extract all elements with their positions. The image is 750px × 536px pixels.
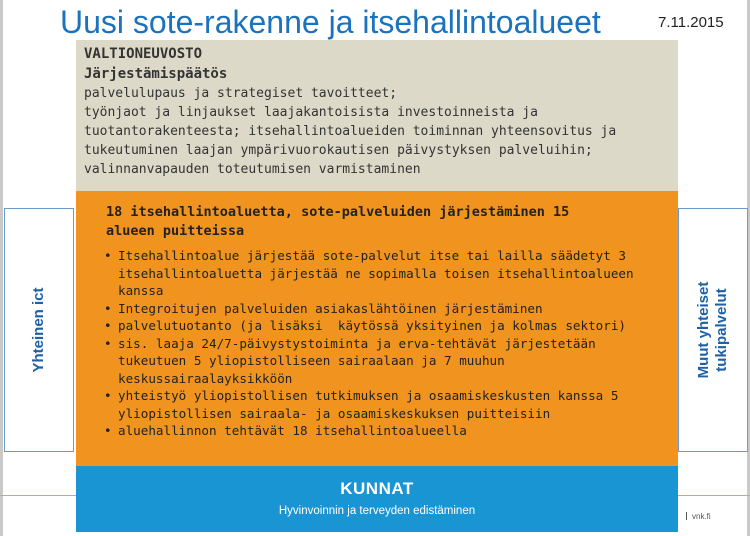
regions-heading [106, 203, 658, 241]
bullet-line: • yhteistyö yliopistollisen tutkimuksen ja osaamiskeskusten kanssa 5 [118, 388, 619, 403]
government-line: valinnanvapauden toteutumisen varmistaminen [84, 162, 421, 177]
bullet-line: itsehallintoaluetta järjestää ne sopimalla toisen itsehallintoalueen [118, 265, 634, 281]
list-item [104, 247, 658, 300]
list-item [104, 317, 658, 335]
left-frame-line [0, 0, 3, 536]
bullet-line: • Itsehallintoalue järjestää sote-palvelut itse tai lailla säädetyt 3 [118, 248, 626, 263]
bullet-line: yliopistollisen sairaala- ja osaamiskeskuksen puitteisiin [118, 405, 551, 421]
side-label-shared-ict [30, 287, 48, 372]
side-label-line: Yhteinen ict [30, 287, 47, 373]
government-box [76, 40, 678, 191]
side-box-shared-ict [4, 208, 74, 452]
regions-bullet-list [104, 247, 658, 440]
government-title: VALTIONEUVOSTO [84, 46, 203, 62]
government-line: tuotantorakenteesta; itsehallintoalueiden toiminnan yhteensovitus ja [84, 124, 617, 139]
slide-date: 7.11.2015 [658, 14, 724, 31]
list-item [104, 422, 658, 440]
side-label-line: tukipalvelut [713, 288, 730, 372]
slide-title: Uusi sote-rakenne ja itsehallintoalueet [60, 4, 601, 40]
bullet-line: • palvelutuotanto (ja lisäksi käytössä yksityinen ja kolmas sektori) [118, 318, 626, 333]
list-item [104, 387, 658, 422]
regions-heading-line: 18 itsehallintoaluetta, sote-palveluiden järjestäminen 15 [106, 204, 570, 220]
side-label-line: Muut yhteiset [695, 281, 712, 379]
government-subtitle: Järjestämispäätös [84, 66, 228, 82]
municipalities-title: KUNNAT [340, 479, 414, 498]
municipalities-subtitle: Hyvinvoinnin ja terveyden edistäminen [278, 505, 476, 517]
side-label-support-services [695, 282, 731, 379]
regions-heading-line: alueen puitteissa [106, 223, 245, 239]
government-line: työnjaot ja linjaukset laajakantoisista investoinneista ja [84, 105, 538, 120]
list-item [104, 335, 658, 388]
bullet-line: • Integroitujen palveluiden asiakaslähtöinen järjestäminen [118, 300, 543, 316]
government-line: palvelulupaus ja strategiset tavoitteet; [84, 86, 398, 101]
bullet-line: tukeutuen 5 yliopistolliseen sairaalaan ja 7 muuhun [118, 353, 505, 368]
list-item [104, 300, 658, 318]
government-line: tukeutuminen laajan ympärivuorokautisen päivystyksen palveluihin; [84, 143, 593, 158]
regions-box [76, 191, 678, 466]
side-box-support-services [678, 208, 748, 452]
bullet-line: kanssa [118, 283, 164, 298]
bullet-line: keskussairaalayksikköön [118, 370, 293, 386]
bullet-line: • sis. laaja 24/7-päivystystoiminta ja erva-tehtävät järjestetään [118, 335, 596, 351]
footer [686, 512, 711, 521]
municipalities-box [76, 466, 678, 532]
bullet-line: • aluehallinnon tehtävät 18 itsehallintoalueella [118, 423, 467, 438]
footer-separator [686, 512, 687, 520]
footer-site-link[interactable]: vnk.fi [692, 512, 711, 521]
